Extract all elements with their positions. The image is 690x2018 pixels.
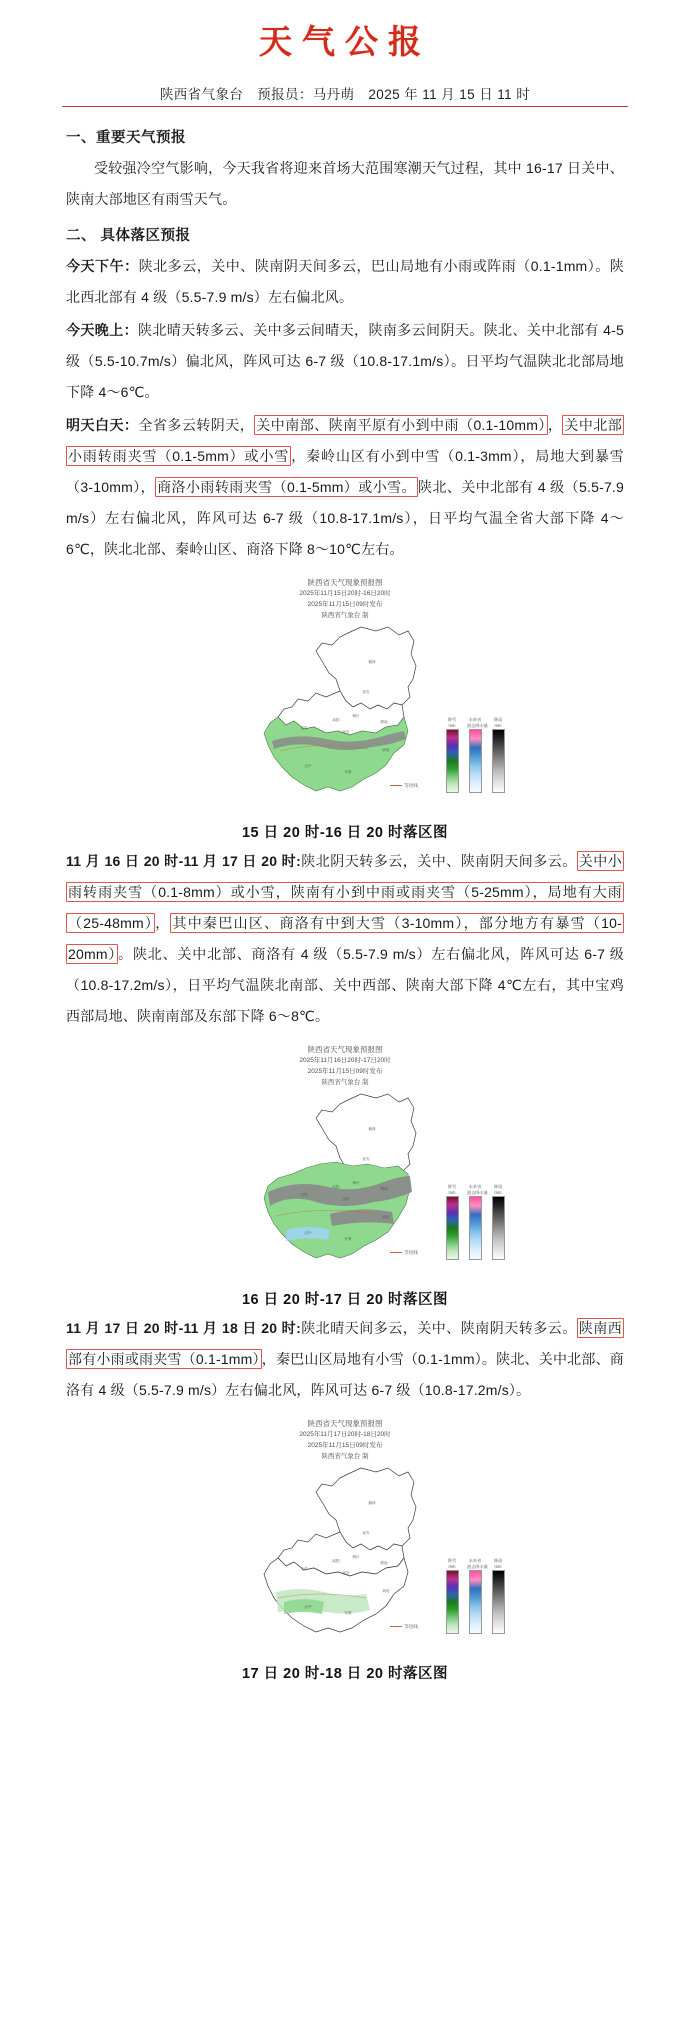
svg-text:汉中: 汉中 — [304, 1231, 312, 1235]
map-card-2 — [180, 1038, 510, 1276]
legend-col-snow-3 — [444, 1558, 460, 1634]
map-issued-2: 2025年11月15日09时发布 — [307, 1068, 383, 1075]
map-source-1: 陕西省气象台 制 — [321, 612, 369, 619]
map-header-3 — [180, 1412, 510, 1462]
legend-bar-snow-3 — [446, 1570, 459, 1634]
legend-col-rain-2 — [467, 1184, 488, 1260]
map-title-2: 陕西省天气现象预报图 — [307, 1045, 383, 1054]
legend-col-rain-1 — [467, 717, 488, 793]
map-period-1: 2025年11月15日20时-16日20时 — [299, 590, 391, 597]
forecast-today-afternoon — [66, 251, 624, 313]
section-heading-1: 一、重要天气预报 — [66, 130, 186, 146]
legend-col-gray-3 — [490, 1558, 506, 1634]
svg-text:安康: 安康 — [344, 770, 352, 774]
legend-title-snow-1: 降雪 — [447, 717, 457, 722]
svg-text:铜川: 铜川 — [352, 1181, 360, 1185]
highlight-box-1617-2: 其中秦巴山区、商洛有中到大雪（3-10mm），部分地方有暴雪（10-20mm） — [68, 915, 623, 962]
isoline-swatch-icon — [390, 1252, 402, 1253]
legend-col-gray-1 — [490, 717, 506, 793]
map-stage-2 — [180, 1088, 510, 1276]
legend-unit-gray-2: mm — [494, 1190, 502, 1195]
map-card-1 — [180, 571, 510, 809]
highlight-box-1718-1: 陕南西部有小雨或雨夹雪（0.1-1mm） — [68, 1320, 623, 1367]
isoline-label-1: 等进线 — [404, 783, 418, 788]
legend-unit-gray-1: mm — [494, 723, 502, 728]
svg-text:铜川: 铜川 — [352, 1555, 360, 1559]
map-legend-2 — [444, 1184, 506, 1260]
map-stage-1 — [180, 621, 510, 809]
isoline-label-3: 等进线 — [404, 1624, 418, 1629]
svg-text:榆林: 榆林 — [368, 660, 376, 664]
legend-bar-rain-2 — [469, 1196, 482, 1260]
map-legend-3 — [444, 1558, 506, 1634]
legend-title-gray-3: 降雨 — [493, 1558, 503, 1563]
figure-caption-1: 15 日 20 时-16 日 20 时落区图 — [241, 825, 448, 841]
svg-text:咸阳: 咸阳 — [332, 1185, 340, 1189]
forecast-label-1617: 11 月 16 日 20 时-11 月 17 日 20 时: — [66, 853, 301, 869]
highlight-box-tomorrow-3: 商洛小雨转雨夹雪（0.1-5mm）或小雪。 — [157, 479, 417, 495]
svg-text:咸阳: 咸阳 — [332, 1559, 340, 1563]
forecast-text-tomorrow-c: ，秦岭山区有小到中雪（0.1-3mm），局地大到暴雪（3-10mm）， — [66, 448, 624, 495]
figure-block-2 — [66, 1038, 624, 1309]
map-period-2: 2025年11月16日20时-17日20时 — [299, 1057, 391, 1064]
highlight-box-tomorrow-1: 关中南部、陕南平原有小到中雨（0.1-10mm） — [256, 417, 546, 433]
forecast-text-tomorrow-a: 全省多云转阴天， — [138, 417, 255, 433]
svg-text:商洛: 商洛 — [382, 1215, 390, 1219]
svg-text:汉中: 汉中 — [304, 1605, 312, 1609]
legend-unit-gray-3: mm — [494, 1564, 502, 1569]
map-title-3: 陕西省天气现象预报图 — [307, 1419, 383, 1428]
page-title: 天气公报 — [259, 23, 431, 60]
map-isoline-key-2 — [390, 1250, 418, 1256]
map-isoline-key-3 — [390, 1624, 418, 1630]
map-issued-3: 2025年11月15日09时发布 — [307, 1442, 383, 1449]
svg-text:渭南: 渭南 — [380, 720, 388, 724]
highlight-box-tomorrow-2: 关中北部小雨转雨夹雪（0.1-5mm）或小雪 — [68, 417, 622, 464]
forecast-text-1617-b: ， — [155, 915, 171, 931]
map-stage-3 — [180, 1462, 510, 1650]
legend-col-gray-2 — [490, 1184, 506, 1260]
legend-title-rain-2: 未来省 — [468, 1184, 482, 1189]
svg-text:咸阳: 咸阳 — [332, 718, 340, 722]
legend-title-snow-3: 降雪 — [447, 1558, 457, 1563]
legend-subtitle-rain-1: 液态降水量 — [467, 723, 488, 728]
svg-text:延安: 延安 — [362, 690, 370, 694]
legend-unit-snow-3: mm — [448, 1564, 456, 1569]
forecast-label-today-night: 今天晚上： — [66, 322, 139, 338]
forecast-text-1718-b: ，秦巴山区局地有小雪（0.1-1mm）。陕北、关中北部、商洛有 4 级（5.5-7.9 m/s）左右偏北风，阵风可达 6-7 级（10.8-17.2m/s）。 — [66, 1351, 624, 1398]
legend-bar-gray-3 — [492, 1570, 505, 1634]
legend-col-snow-1 — [444, 717, 460, 793]
svg-text:宝鸡: 宝鸡 — [300, 1193, 308, 1197]
byline-container — [0, 69, 690, 107]
map-legend-1 — [444, 717, 506, 793]
legend-title-gray-1: 降雨 — [493, 717, 503, 722]
legend-title-snow-2: 降雪 — [447, 1184, 457, 1189]
svg-text:延安: 延安 — [362, 1531, 370, 1535]
svg-text:西安: 西安 — [342, 730, 350, 734]
byline: 陕西省气象台 预报员：马丹萌 2025 年 11 月 15 日 11 时 — [62, 83, 628, 107]
map-isoline-key-1 — [390, 783, 418, 789]
forecast-text-today-night: 陕北晴天转多云、关中多云间晴天，陕南多云间阴天。陕北、关中北部有 4-5 级（5.5-10.7m/s）偏北风，阵风可达 6-7 级（10.8-17.1m/s）。日平均气温陕北北部局地下降 4～6℃。 — [66, 322, 624, 400]
map-period-3: 2025年11月17日20时-18日20时 — [299, 1431, 391, 1438]
legend-unit-snow-1: mm — [448, 723, 456, 728]
legend-unit-snow-2: mm — [448, 1190, 456, 1195]
svg-text:渭南: 渭南 — [380, 1187, 388, 1191]
forecast-label-today-afternoon: 今天下午： — [66, 258, 139, 274]
svg-text:宝鸡: 宝鸡 — [300, 726, 308, 730]
svg-text:商洛: 商洛 — [382, 748, 390, 752]
highlight-box-1617-1: 关中小雨转雨夹雪（0.1-8mm）或小雪，陕南有小到中雨或雨夹雪（5-25mm），局地有大雨（25-48mm） — [68, 853, 623, 931]
forecast-today-night — [66, 315, 624, 408]
svg-text:延安: 延安 — [362, 1157, 370, 1161]
legend-bar-rain-1 — [469, 729, 482, 793]
forecast-label-1718: 11 月 17 日 20 时-11 月 18 日 20 时: — [66, 1320, 301, 1336]
svg-text:宝鸡: 宝鸡 — [300, 1567, 308, 1571]
bulletin-body — [0, 107, 690, 1683]
svg-text:安康: 安康 — [344, 1611, 352, 1615]
map-card-3 — [180, 1412, 510, 1650]
figure-block-1 — [66, 571, 624, 842]
section-1-paragraph: 受较强冷空气影响，今天我省将迎来首场大范围寒潮天气过程，其中 16-17 日关中、陕南大部地区有雨雪天气。 — [66, 160, 624, 207]
legend-subtitle-rain-3: 液态降水量 — [467, 1564, 488, 1569]
section-heading-2: 二、 具体落区预报 — [66, 228, 191, 244]
forecast-label-tomorrow: 明天白天： — [66, 417, 139, 433]
forecast-1617 — [66, 846, 624, 1032]
forecast-tomorrow-daytime — [66, 410, 624, 565]
svg-text:安康: 安康 — [344, 1237, 352, 1241]
legend-title-gray-2: 降雨 — [493, 1184, 503, 1189]
map-header-2 — [180, 1038, 510, 1088]
svg-text:汉中: 汉中 — [304, 764, 312, 768]
isoline-label-2: 等进线 — [404, 1250, 418, 1255]
svg-text:渭南: 渭南 — [380, 1561, 388, 1565]
legend-bar-snow-2 — [446, 1196, 459, 1260]
forecast-text-tomorrow-d: 陕北、关中北部有 4 级（5.5-7.9 m/s）左右偏北风，阵风可达 6-7 级（10.8-17.1m/s），日平均气温全省大部下降 4～6℃，陕北北部、秦岭山区、商洛下降 8～10℃左右。 — [66, 479, 625, 557]
svg-text:西安: 西安 — [342, 1197, 350, 1201]
map-source-3: 陕西省气象台 制 — [321, 1453, 369, 1460]
svg-text:榆林: 榆林 — [368, 1501, 376, 1505]
isoline-swatch-icon — [390, 785, 402, 786]
legend-col-rain-3 — [467, 1558, 488, 1634]
map-title-1: 陕西省天气现象预报图 — [307, 578, 383, 587]
legend-col-snow-2 — [444, 1184, 460, 1260]
legend-bar-gray-2 — [492, 1196, 505, 1260]
legend-bar-gray-1 — [492, 729, 505, 793]
legend-subtitle-rain-2: 液态降水量 — [467, 1190, 488, 1195]
svg-text:西安: 西安 — [342, 1571, 350, 1575]
figure-caption-3: 17 日 20 时-18 日 20 时落区图 — [241, 1666, 448, 1682]
map-header-1 — [180, 571, 510, 621]
forecast-text-1718-a: 陕北晴天间多云，关中、陕南阴天转多云。 — [300, 1320, 577, 1336]
forecast-text-today-afternoon: 陕北多云，关中、陕南阴天间多云，巴山局地有小雨或阵雨（0.1-1mm）。陕北西北部有 4 级（5.5-7.9 m/s）左右偏北风。 — [66, 258, 624, 305]
isoline-swatch-icon — [390, 1626, 402, 1627]
legend-bar-snow-1 — [446, 729, 459, 793]
map-issued-1: 2025年11月15日09时发布 — [307, 601, 383, 608]
svg-text:商洛: 商洛 — [382, 1589, 390, 1593]
forecast-1718 — [66, 1313, 624, 1406]
legend-title-rain-1: 未来省 — [468, 717, 482, 722]
svg-text:榆林: 榆林 — [368, 1127, 376, 1131]
forecast-text-tomorrow-b: ， — [547, 417, 563, 433]
map-source-2: 陕西省气象台 制 — [321, 1079, 369, 1086]
svg-text:铜川: 铜川 — [352, 714, 360, 718]
figure-caption-2: 16 日 20 时-17 日 20 时落区图 — [241, 1292, 448, 1308]
forecast-text-1617-a: 陕北阴天转多云，关中、陕南阴天间多云。 — [300, 853, 577, 869]
legend-bar-rain-3 — [469, 1570, 482, 1634]
legend-title-rain-3: 未来省 — [468, 1558, 482, 1563]
forecast-text-1617-c: 。陕北、关中北部、商洛有 4 级（5.5-7.9 m/s）左右偏北风，阵风可达 6-7 级（10.8-17.2m/s），日平均气温陕北南部、关中西部、陕南大部下降 4℃左右，其中宝鸡西部局地、陕南南部及东部下降 6～8℃。 — [66, 946, 624, 1024]
figure-block-3 — [66, 1412, 624, 1683]
